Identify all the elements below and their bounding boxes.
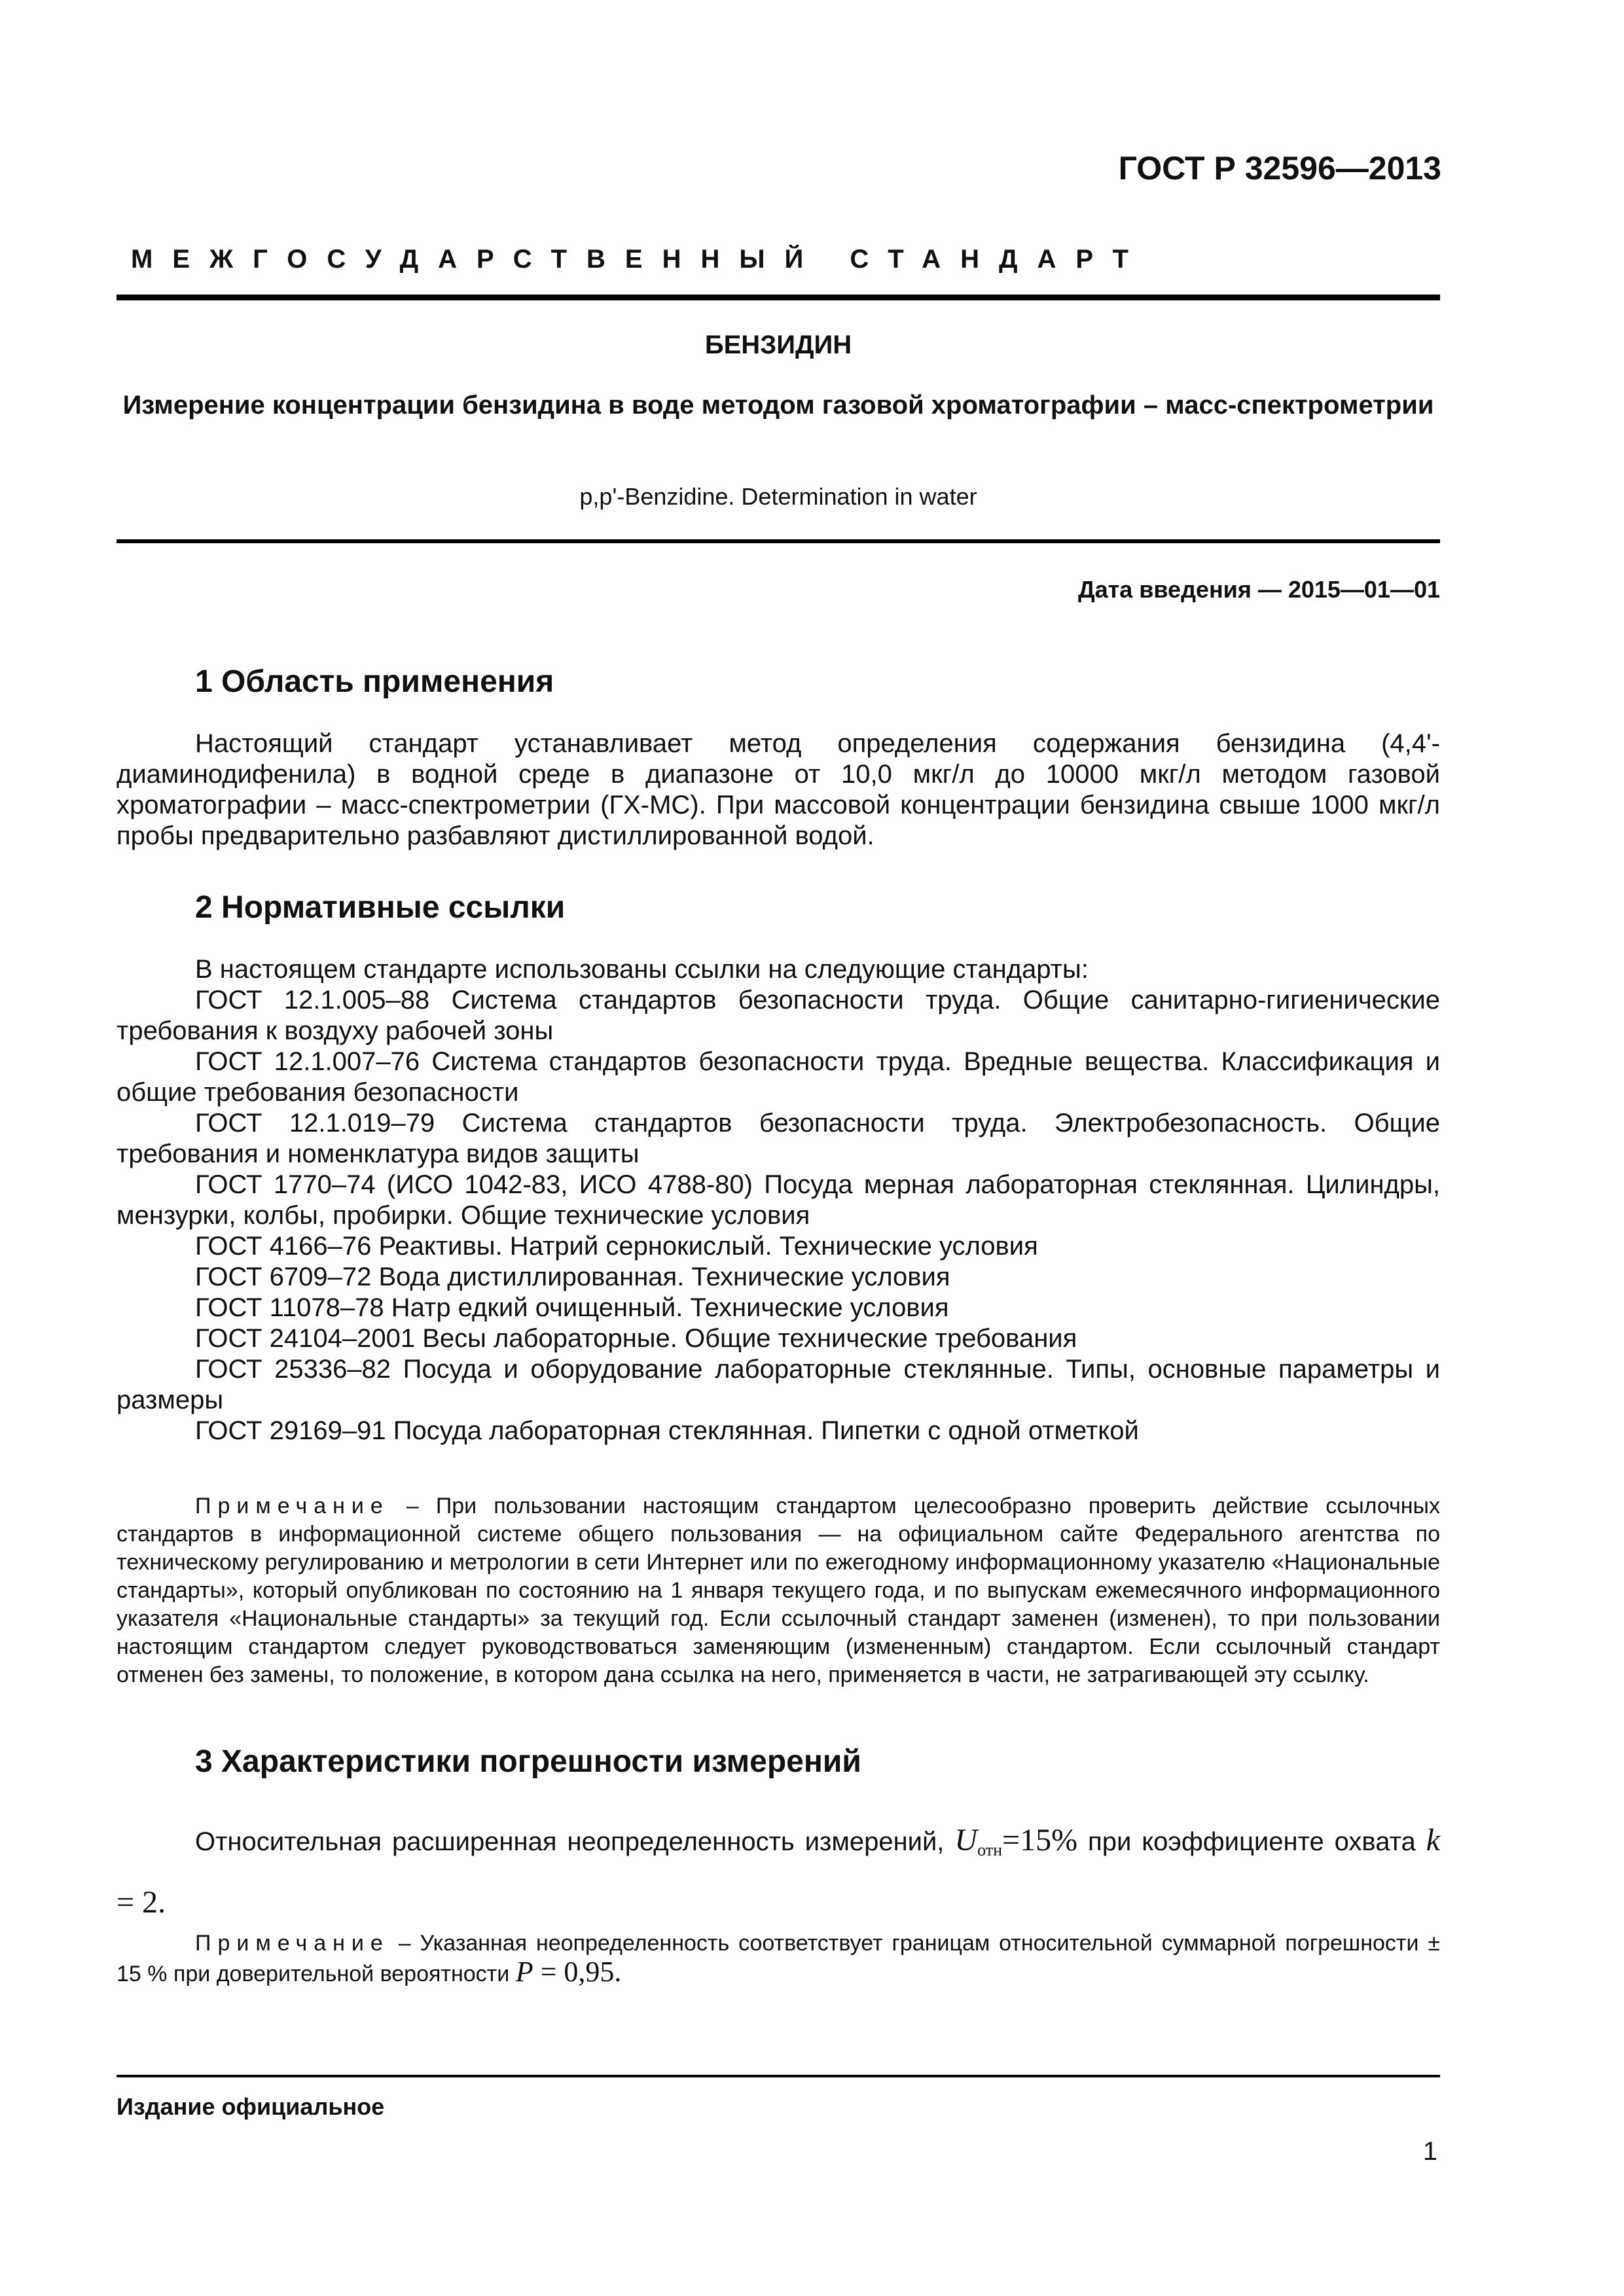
note-paragraph — [117, 1492, 1440, 1689]
u-symbol: U — [954, 1823, 978, 1857]
note-text: – Указанная неопределенность соответствует границам относительной суммарной погрешности ± 15 % при доверительной вероятности — [117, 1931, 1441, 1986]
document-number: ГОСТ Р 32596—2013 — [1118, 150, 1441, 187]
k-value: = 2 — [117, 1885, 158, 1920]
uncertainty-formula — [954, 1823, 1077, 1857]
reference-item: ГОСТ 11078–78 Натр едкий очищенный. Технические условия — [195, 1293, 949, 1322]
reference-item: ГОСТ 4166–76 Реактивы. Натрий сернокислый. Технические условия — [195, 1232, 1038, 1261]
k-symbol: k — [1426, 1823, 1440, 1857]
uncertainty-text: Относительная расширенная неопределенность измерений, — [195, 1827, 945, 1856]
reference-item: ГОСТ 29169–91 Посуда лабораторная стеклянная. Пипетки с одной отметкой — [195, 1416, 1139, 1445]
reference-item: ГОСТ 12.1.007–76 Система стандартов безопасности труда. Вредные вещества. Классификация и общие требования безопасности — [117, 1047, 1440, 1107]
section-3-note — [117, 1929, 1440, 1988]
section-2-note — [117, 1492, 1440, 1689]
reference-item: ГОСТ 1770–74 (ИСО 1042-83, ИСО 4788-80) Посуда мерная лабораторная стеклянная. Цилиндры, мензурки, колбы, пробирки. Общие технические условия — [117, 1170, 1440, 1230]
standard-type-heading: МЕЖГОСУДАРСТВЕННЫЙ СТАНДАРТ — [131, 245, 1148, 274]
section-1-text — [117, 728, 1440, 852]
reference-item: ГОСТ 24104–2001 Весы лабораторные. Общие технические требования — [195, 1324, 1077, 1353]
note-text: – При пользовании настоящим стандартом целесообразно проверить действие ссылочных стандартов в информационной системе общего пользования — на официальном сайте Федерального агентства по техническому регулированию и метрологии в сети Интернет или по ежегодному информационному указателю «Национальные стандарты», который опубликован по состоянию на 1 января текущего года, и по выпускам ежемесячного информационного указателя «Национальные стандарты» за текущий год. Если ссылочный стандарт заменен (изменен), то при пользовании настоящим стандартом следует руководствоваться заменяющим (измененным) стандартом. Если ссылочный стандарт отменен без замены, то положение, в котором дана ссылка на него, применяется в части, не затрагивающей эту ссылку. — [117, 1494, 1440, 1687]
section-1-paragraph: Настоящий стандарт устанавливает метод определения содержания бензидина (4,4'-диаминодифенила) в водной среде в диапазоне от 10,0 мкг/л до 10000 мкг/л методом газовой хроматографии – масс-спектрометрии (ГХ-МС). При массовой концентрации бензидина свыше 1000 мкг/л пробы предварительно разбавляют дистиллированной водой. — [117, 729, 1440, 850]
reference-item: ГОСТ 12.1.005–88 Система стандартов безопасности труда. Общие санитарно-гигиенические требования к воздуху рабочей зоны — [117, 986, 1440, 1045]
u-subscript: отн — [977, 1840, 1003, 1859]
note-end: . — [614, 1956, 622, 1988]
coverage-text: при коэффициенте охвата — [1088, 1827, 1416, 1856]
section-1-title: 1 Область применения — [195, 664, 554, 699]
section-3-text — [117, 1814, 1440, 1930]
p-value: = 0,95 — [540, 1956, 615, 1988]
reference-item: ГОСТ 25336–82 Посуда и оборудование лабораторные стеклянные. Типы, основные параметры и размеры — [117, 1355, 1440, 1414]
sentence-end: . — [158, 1885, 166, 1920]
u-value: =15% — [1002, 1823, 1078, 1857]
section-3-paragraph — [117, 1814, 1440, 1930]
references-intro: В настоящем стандарте использованы ссылки на следующие стандарты: — [195, 955, 1089, 984]
reference-item: ГОСТ 6709–72 Вода дистиллированная. Технические условия — [195, 1263, 950, 1291]
note-label: Примечание — [195, 1494, 389, 1518]
title-rule — [117, 539, 1440, 543]
section-3-title: 3 Характеристики погрешности измерений — [195, 1744, 861, 1779]
introduction-date: Дата введения — 2015—01—01 — [1077, 576, 1440, 603]
section-2-title: 2 Нормативные ссылки — [195, 890, 566, 925]
english-title: p,p'-Benzidine. Determination in water — [579, 483, 977, 510]
note-label: Примечание — [195, 1931, 389, 1956]
section-2-references — [117, 954, 1440, 1446]
probability-formula — [516, 1956, 622, 1988]
reference-item: ГОСТ 12.1.019–79 Система стандартов безопасности труда. Электробезопасность. Общие требования и номенклатура видов защиты — [117, 1109, 1440, 1168]
footer-rule — [117, 2075, 1440, 2077]
official-edition-label: Издание официальное — [117, 2093, 385, 2120]
p-symbol: P — [515, 1956, 533, 1988]
document-title: БЕНЗИДИН — [704, 331, 852, 359]
note-paragraph — [117, 1929, 1440, 1988]
page-number: 1 — [1422, 2137, 1437, 2166]
header-rule — [117, 295, 1440, 300]
document-subtitle: Измерение концентрации бензидина в воде методом газовой хроматографии – масс-спектрометрии — [122, 391, 1434, 420]
